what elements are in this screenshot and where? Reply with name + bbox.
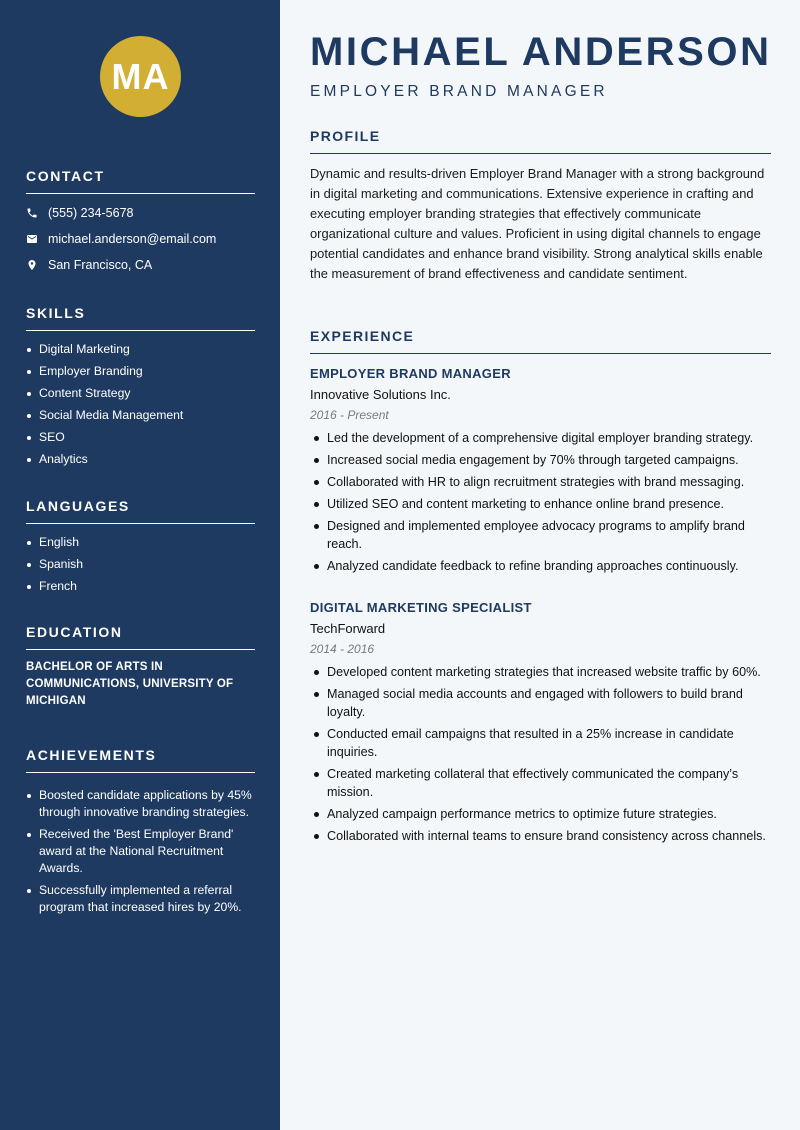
languages-section [26,498,255,600]
languages-list [26,534,255,595]
job-title: DIGITAL MARKETING SPECIALIST [310,600,532,615]
achievements-section [26,747,255,921]
contact-section [26,168,255,278]
skills-list [26,341,255,468]
job-bullet: Developed content marketing strategies that increased website traffic by 60%. [310,663,771,681]
language-item: English [26,534,255,551]
language-item: French [26,578,255,595]
contact-email[interactable] [26,226,255,252]
skill-item: Analytics [26,451,255,468]
achievement-item: Received the 'Best Employer Brand' award at the National Recruitment Awards. [26,826,255,877]
language-item: Spanish [26,556,255,573]
job-bullet: Increased social media engagement by 70% through targeted campaigns. [310,451,771,469]
job-bullet: Conducted email campaigns that resulted in a 25% increase in candidate inquiries. [310,725,771,761]
job-bullet: Utilized SEO and content marketing to enhance online brand presence. [310,495,771,513]
job-bullet: Collaborated with internal teams to ensure brand consistency across channels. [310,827,771,845]
job-entry [310,600,771,849]
location-pin-icon [26,259,48,271]
person-role: EMPLOYER BRAND MANAGER [310,83,608,100]
experience-section [310,328,771,354]
languages-title: LANGUAGES [26,498,255,524]
skill-item: Social Media Management [26,407,255,424]
profile-text: Dynamic and results-driven Employer Brand Manager with a strong background in digital marketing and communications. Extensive experience in crafting and executing employer branding strategies that effectively communicate organizational culture and values. Proficient in using digital channels to engage potential candidates and enhance brand visibility. Strong analytical skills enable the measurement of brand effectiveness and candidate sentiment. [310,166,765,281]
job-bullet: Analyzed candidate feedback to refine branding approaches continuously. [310,557,771,575]
achievements-list [26,787,255,916]
location-text: San Francisco, CA [48,258,153,272]
skill-item: Employer Branding [26,363,255,380]
achievement-item: Boosted candidate applications by 45% through innovative branding strategies. [26,787,255,821]
phone-icon [26,207,48,219]
skill-item: Content Strategy [26,385,255,402]
profile-title: PROFILE [310,128,771,154]
sidebar [0,0,280,1130]
skills-title: SKILLS [26,305,255,331]
job-bullet: Created marketing collateral that effectively communicated the company’s mission. [310,765,771,801]
company-name: TechForward [310,621,386,636]
mail-icon [26,233,48,245]
job-bullet: Managed social media accounts and engaged with followers to build brand loyalty. [310,685,771,721]
job-dates: 2016 - Present [310,408,389,422]
education-section [26,624,255,710]
profile-section [310,128,771,284]
contact-location [26,252,255,278]
contact-phone[interactable] [26,200,255,226]
skills-section [26,305,255,473]
achievements-title: ACHIEVEMENTS [26,747,255,773]
skill-item: Digital Marketing [26,341,255,358]
job-entry [310,366,771,579]
job-bullet: Led the development of a comprehensive digital employer branding strategy. [310,429,771,447]
experience-title: EXPERIENCE [310,328,771,354]
job-bullets [310,663,771,845]
education-degree: BACHELOR OF ARTS IN COMMUNICATIONS, UNIVERSITY OF MICHIGAN [26,661,234,707]
person-name: MICHAEL ANDERSON [310,30,772,74]
avatar: MA [100,36,181,117]
phone-text: (555) 234-5678 [48,206,134,220]
company-name: Innovative Solutions Inc. [310,387,451,402]
education-title: EDUCATION [26,624,255,650]
contact-title: CONTACT [26,168,255,194]
job-bullet: Collaborated with HR to align recruitment strategies with brand messaging. [310,473,771,491]
email-text: michael.anderson@email.com [48,232,217,246]
job-bullets [310,429,771,575]
job-dates: 2014 - 2016 [310,642,375,656]
job-bullet: Analyzed campaign performance metrics to optimize future strategies. [310,805,771,823]
job-title: EMPLOYER BRAND MANAGER [310,366,511,381]
skill-item: SEO [26,429,255,446]
job-bullet: Designed and implemented employee advocacy programs to amplify brand reach. [310,517,771,553]
achievement-item: Successfully implemented a referral program that increased hires by 20%. [26,882,255,916]
